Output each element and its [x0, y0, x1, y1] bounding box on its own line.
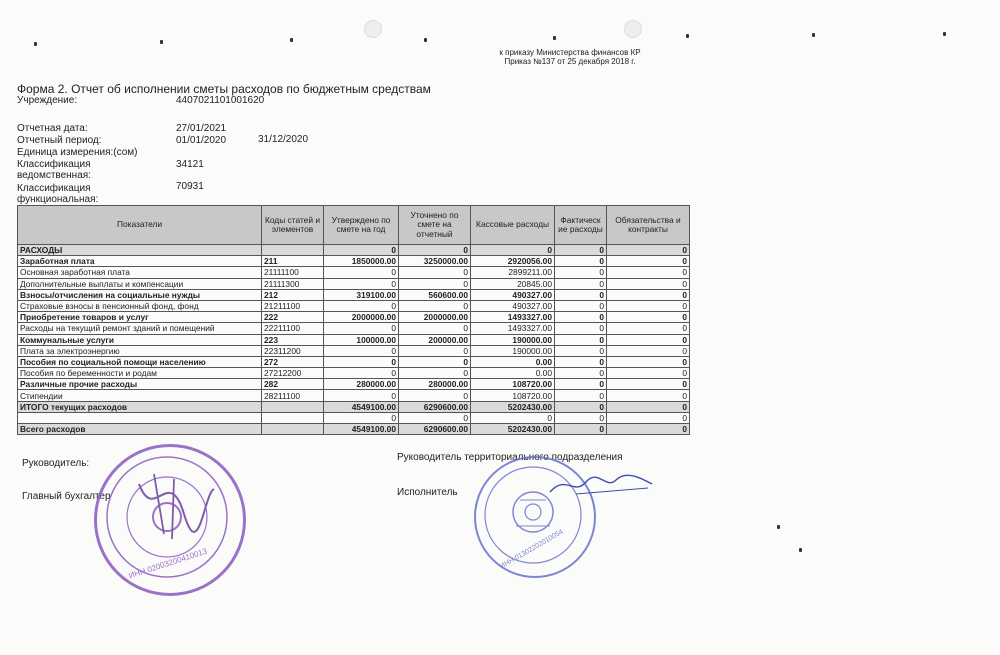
- cell-actual: 0: [555, 256, 607, 267]
- table-row: [18, 323, 690, 334]
- cell-actual: 0: [555, 278, 607, 289]
- cell-cash: 0: [471, 412, 555, 423]
- table-row: [18, 245, 690, 256]
- cell-approved: 0: [324, 412, 399, 423]
- speck: [799, 548, 802, 552]
- table-row: [18, 278, 690, 289]
- table-row: [18, 401, 690, 412]
- table-header-row: [18, 206, 690, 245]
- cell-code: 212: [262, 289, 324, 300]
- cell-indicator: ИТОГО текущих расходов: [18, 401, 262, 412]
- cell-code: 223: [262, 334, 324, 345]
- table-row: [18, 412, 690, 423]
- cell-cash: 108720.00: [471, 390, 555, 401]
- table-row: [18, 256, 690, 267]
- cell-indicator: Приобретение товаров и услуг: [18, 312, 262, 323]
- order-line-1: к приказу Министерства финансов КР: [499, 48, 641, 57]
- cell-refined: 3250000.00: [399, 256, 471, 267]
- cell-actual: 0: [555, 245, 607, 256]
- cell-code: [262, 245, 324, 256]
- cell-actual: 0: [555, 412, 607, 423]
- cell-actual: 0: [555, 424, 607, 435]
- cell-obligations: 0: [607, 334, 690, 345]
- cell-code: [262, 401, 324, 412]
- cell-actual: 0: [555, 368, 607, 379]
- stamp-right-inn: ИНН 01302202010054: [499, 528, 565, 571]
- speck: [553, 36, 556, 40]
- cell-approved: 0: [324, 245, 399, 256]
- cell-code: 22211100: [262, 323, 324, 334]
- cell-cash: 490327.00: [471, 289, 555, 300]
- table-row: [18, 300, 690, 311]
- cell-indicator: Всего расходов: [18, 424, 262, 435]
- cell-cash: 1493327.00: [471, 312, 555, 323]
- table-row: [18, 312, 690, 323]
- cell-refined: 0: [399, 345, 471, 356]
- punch-hole: [624, 20, 642, 38]
- cell-actual: 0: [555, 390, 607, 401]
- cell-code: 22311200: [262, 345, 324, 356]
- cell-cash: 5202430.00: [471, 401, 555, 412]
- cell-approved: 1850000.00: [324, 256, 399, 267]
- expenditure-table: [17, 205, 690, 435]
- table-row: [18, 267, 690, 278]
- cell-obligations: 0: [607, 312, 690, 323]
- unit-label: Единица измерения:(сом): [17, 147, 138, 158]
- cell-code: 21211100: [262, 300, 324, 311]
- speck: [160, 40, 163, 44]
- cell-refined: 0: [399, 267, 471, 278]
- cell-actual: 0: [555, 379, 607, 390]
- speck: [943, 32, 946, 36]
- report-date-label: Отчетная дата:: [17, 123, 88, 134]
- punch-hole: [364, 20, 382, 38]
- cell-obligations: 0: [607, 278, 690, 289]
- col-header-refined: Уточнено по смете на отчетный: [399, 206, 471, 245]
- cell-indicator: Коммунальные услуги: [18, 334, 262, 345]
- table-row: [18, 379, 690, 390]
- dept-class-value: 34121: [176, 159, 204, 170]
- cell-refined: 280000.00: [399, 379, 471, 390]
- speck: [812, 33, 815, 37]
- cell-obligations: 0: [607, 356, 690, 367]
- col-header-codes: Коды статей и элементов: [262, 206, 324, 245]
- cell-approved: 0: [324, 390, 399, 401]
- cell-approved: 0: [324, 300, 399, 311]
- cell-refined: 560600.00: [399, 289, 471, 300]
- cell-indicator: Пособия по социальной помощи населению: [18, 356, 262, 367]
- table-row: [18, 368, 690, 379]
- func-class-label-1: Классификация: [17, 183, 91, 194]
- cell-refined: 0: [399, 412, 471, 423]
- cell-cash: 0.00: [471, 368, 555, 379]
- cell-indicator: Основная заработная плата: [18, 267, 262, 278]
- cell-indicator: Заработная плата: [18, 256, 262, 267]
- speck: [777, 525, 780, 529]
- cell-code: 211: [262, 256, 324, 267]
- cell-approved: 0: [324, 368, 399, 379]
- cell-approved: 100000.00: [324, 334, 399, 345]
- speck: [290, 38, 293, 42]
- territorial-head-label: Руководитель территориального подразделения: [397, 452, 623, 463]
- chief-accountant-label: Главный бухгалтер: [22, 491, 111, 502]
- cell-indicator: Плата за электроэнергию: [18, 345, 262, 356]
- cell-obligations: 0: [607, 345, 690, 356]
- cell-code: 272: [262, 356, 324, 367]
- cell-approved: 2000000.00: [324, 312, 399, 323]
- cell-obligations: 0: [607, 267, 690, 278]
- cell-indicator: Взносы/отчисления на социальные нужды: [18, 289, 262, 300]
- stamp-left-inn: ИНН 02003200410013: [127, 546, 209, 581]
- cell-cash: 20845.00: [471, 278, 555, 289]
- cell-cash: 0: [471, 245, 555, 256]
- col-header-approved: Утверждено по смете на год: [324, 206, 399, 245]
- cell-obligations: 0: [607, 300, 690, 311]
- meta-block: [17, 95, 417, 205]
- cell-actual: 0: [555, 345, 607, 356]
- cell-obligations: 0: [607, 424, 690, 435]
- cell-code: 27212200: [262, 368, 324, 379]
- cell-refined: 0: [399, 245, 471, 256]
- cell-approved: 319100.00: [324, 289, 399, 300]
- speck: [686, 34, 689, 38]
- col-header-obligations: Обязательства и контракты: [607, 206, 690, 245]
- cell-obligations: 0: [607, 412, 690, 423]
- col-header-indicators: Показатели: [18, 206, 262, 245]
- cell-refined: 0: [399, 278, 471, 289]
- cell-obligations: 0: [607, 245, 690, 256]
- signature-icon: [546, 470, 656, 500]
- cell-obligations: 0: [607, 289, 690, 300]
- cell-refined: 2000000.00: [399, 312, 471, 323]
- cell-actual: 0: [555, 300, 607, 311]
- dept-class-label-1: Классификация: [17, 159, 91, 170]
- cell-code: 21111300: [262, 278, 324, 289]
- cell-code: [262, 412, 324, 423]
- speck: [424, 38, 427, 42]
- dept-class-label-2: ведомственная:: [17, 170, 91, 181]
- cell-cash: 2920056.00: [471, 256, 555, 267]
- cell-obligations: 0: [607, 368, 690, 379]
- cell-indicator: Расходы на текущий ремонт зданий и помещений: [18, 323, 262, 334]
- cell-indicator: Страховые взносы в пенсионный фонд, фонд: [18, 300, 262, 311]
- cell-cash: 490327.00: [471, 300, 555, 311]
- cell-indicator: РАСХОДЫ: [18, 245, 262, 256]
- cell-actual: 0: [555, 356, 607, 367]
- cell-indicator: Дополнительные выплаты и компенсации: [18, 278, 262, 289]
- cell-cash: 0.00: [471, 356, 555, 367]
- col-header-actual: Фактическ ие расходы: [555, 206, 607, 245]
- head-signature-label: Руководитель:: [22, 458, 90, 469]
- cell-actual: 0: [555, 289, 607, 300]
- table-row: [18, 390, 690, 401]
- cell-code: 282: [262, 379, 324, 390]
- func-class-value: 70931: [176, 181, 204, 192]
- table-row: [18, 424, 690, 435]
- cell-refined: 0: [399, 390, 471, 401]
- cell-code: 28211100: [262, 390, 324, 401]
- official-stamp-left: [94, 444, 246, 596]
- cell-indicator: Различные прочие расходы: [18, 379, 262, 390]
- cell-obligations: 0: [607, 256, 690, 267]
- cell-cash: 1493327.00: [471, 323, 555, 334]
- cell-approved: 4549100.00: [324, 424, 399, 435]
- cell-indicator: [18, 412, 262, 423]
- cell-obligations: 0: [607, 379, 690, 390]
- cell-indicator: Стипендии: [18, 390, 262, 401]
- cell-cash: 190000.00: [471, 345, 555, 356]
- table-row: [18, 345, 690, 356]
- report-date-value: 27/01/2021: [176, 123, 227, 134]
- cell-code: 222: [262, 312, 324, 323]
- cell-refined: 0: [399, 323, 471, 334]
- executor-label: Исполнитель: [397, 487, 458, 498]
- cell-approved: 0: [324, 267, 399, 278]
- cell-approved: 0: [324, 345, 399, 356]
- period-from: 01/01/2020: [176, 135, 227, 146]
- cell-approved: 0: [324, 356, 399, 367]
- cell-refined: 0: [399, 368, 471, 379]
- institution-value: 4407021101001620: [176, 95, 265, 106]
- order-reference: [470, 48, 670, 66]
- speck: [34, 42, 37, 46]
- cell-approved: 0: [324, 278, 399, 289]
- cell-refined: 6290600.00: [399, 401, 471, 412]
- cell-obligations: 0: [607, 401, 690, 412]
- cell-cash: 5202430.00: [471, 424, 555, 435]
- cell-refined: 0: [399, 356, 471, 367]
- cell-refined: 0: [399, 300, 471, 311]
- cell-cash: 2899211.00: [471, 267, 555, 278]
- form-title: Форма 2. Отчет об исполнении сметы расходов по бюджетным средствам: [17, 82, 431, 96]
- cell-indicator: Пособия по беременности и родам: [18, 368, 262, 379]
- institution-label: Учреждение:: [17, 95, 78, 106]
- table-row: [18, 356, 690, 367]
- cell-actual: 0: [555, 323, 607, 334]
- cell-approved: 0: [324, 323, 399, 334]
- cell-refined: 6290600.00: [399, 424, 471, 435]
- col-header-cash: Кассовые расходы: [471, 206, 555, 245]
- cell-code: [262, 424, 324, 435]
- order-line-2: Приказ №137 от 25 декабря 2018 г.: [504, 57, 636, 66]
- period-label: Отчетный период:: [17, 135, 102, 146]
- cell-obligations: 0: [607, 390, 690, 401]
- func-class-label-2: функциональная:: [17, 194, 99, 205]
- cell-obligations: 0: [607, 323, 690, 334]
- cell-actual: 0: [555, 334, 607, 345]
- cell-actual: 0: [555, 312, 607, 323]
- cell-code: 21111100: [262, 267, 324, 278]
- cell-actual: 0: [555, 401, 607, 412]
- cell-approved: 280000.00: [324, 379, 399, 390]
- cell-approved: 4549100.00: [324, 401, 399, 412]
- period-to: 31/12/2020: [258, 134, 309, 145]
- table-row: [18, 334, 690, 345]
- cell-actual: 0: [555, 267, 607, 278]
- cell-cash: 190000.00: [471, 334, 555, 345]
- cell-cash: 108720.00: [471, 379, 555, 390]
- cell-refined: 200000.00: [399, 334, 471, 345]
- table-row: [18, 289, 690, 300]
